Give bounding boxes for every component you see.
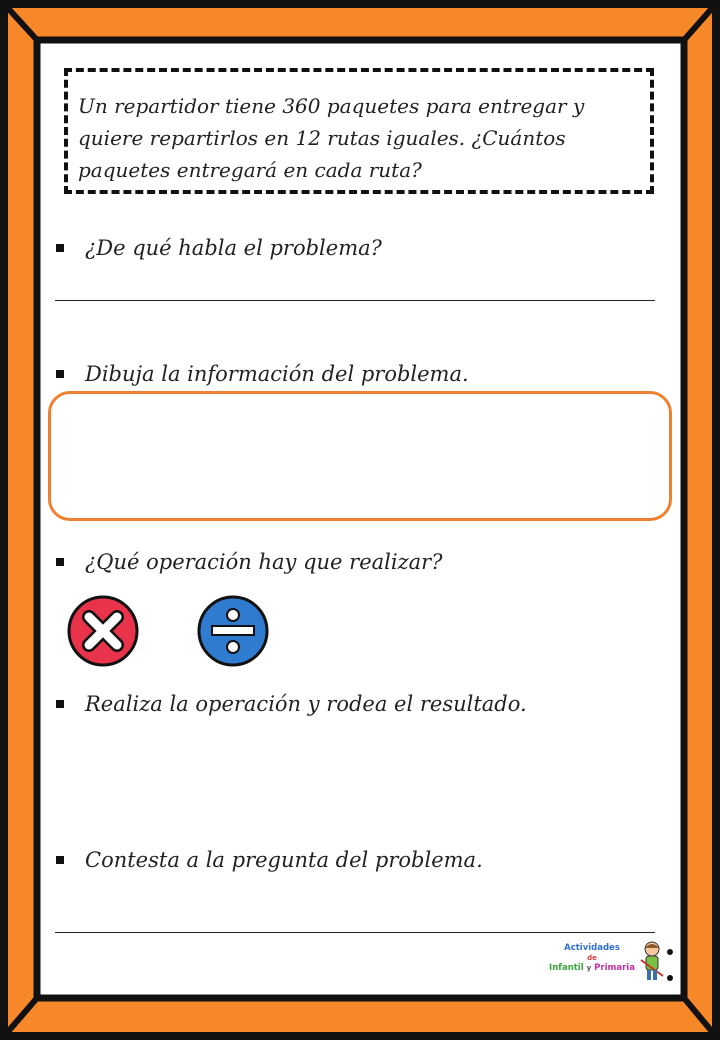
bullet-icon xyxy=(56,856,64,864)
bullet-icon xyxy=(56,370,64,378)
question-operation xyxy=(56,550,442,574)
question-answer-text: Contesta a la pregunta del problema. xyxy=(85,848,483,872)
logo-text xyxy=(542,943,642,974)
kid-mascot-icon xyxy=(638,940,666,984)
logo-word-infantil: Infantil xyxy=(549,963,584,973)
question-topic-text: ¿De qué habla el problema? xyxy=(85,236,382,260)
answer-line-topic[interactable] xyxy=(55,300,655,301)
problem-statement: Un repartidor tiene 360 paquetes para entregar y quiere repartirlos en 12 rutas iguales. ¿Cuántos paquetes entregará en cada ruta? xyxy=(78,94,585,182)
question-draw-text: Dibuja la información del problema. xyxy=(85,362,469,386)
multiply-icon[interactable] xyxy=(66,594,140,668)
divide-icon[interactable] xyxy=(196,594,270,668)
logo-line-2: de xyxy=(587,954,597,962)
logo-line-1: Actividades xyxy=(564,943,620,953)
question-calculate-text: Realiza la operación y rodea el resultado. xyxy=(85,692,527,716)
site-logo xyxy=(542,940,677,986)
question-operation-text: ¿Qué operación hay que realizar? xyxy=(85,550,443,574)
answer-line-final[interactable] xyxy=(55,932,655,933)
dots-icon xyxy=(666,948,676,984)
question-topic xyxy=(56,236,382,260)
question-calculate xyxy=(56,692,527,716)
drawing-area[interactable] xyxy=(48,391,672,521)
problem-box xyxy=(64,68,654,194)
logo-word-y: y xyxy=(586,964,592,972)
logo-line-3 xyxy=(542,963,642,974)
bullet-icon xyxy=(56,700,64,708)
logo-word-primaria: Primaria xyxy=(594,963,635,973)
bullet-icon xyxy=(56,244,64,252)
question-answer xyxy=(56,848,483,872)
bullet-icon xyxy=(56,558,64,566)
question-draw xyxy=(56,362,469,386)
